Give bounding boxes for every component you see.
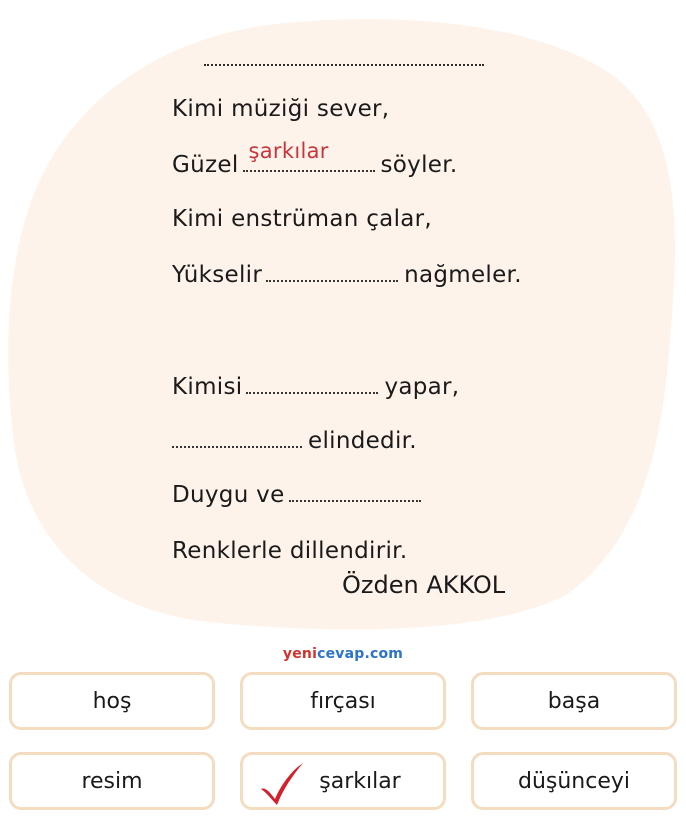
word-option-fircasi[interactable]	[240, 672, 446, 730]
word-option-resim[interactable]	[9, 752, 215, 810]
checkmark-icon	[257, 761, 305, 807]
word-label: fırçası	[310, 688, 376, 714]
poem-line-8	[172, 536, 407, 566]
word-option-basa[interactable]	[471, 672, 677, 730]
watermark	[0, 646, 686, 662]
watermark-part1: yeni	[282, 646, 318, 662]
poem-line-1-text: Kimi müziği sever,	[172, 96, 390, 122]
word-label: düşünceyi	[517, 768, 631, 794]
blank-5[interactable]	[246, 374, 378, 394]
poem-line-2	[172, 139, 458, 180]
word-option-sarkilar[interactable]	[240, 752, 446, 810]
poem-line-7-before: Duygu ve	[172, 482, 285, 508]
poem-line-4-after: nağmeler.	[404, 262, 522, 288]
poem-author: Özden AKKOL	[342, 571, 506, 599]
word-label: şarkılar	[319, 768, 401, 794]
poem-line-3-text: Kimi enstrüman çalar,	[172, 206, 433, 232]
blank-7[interactable]	[289, 482, 421, 502]
word-label: resim	[81, 768, 143, 794]
poem-line-6	[172, 426, 417, 456]
poem-line-5	[172, 372, 459, 402]
watermark-part3: .com	[364, 646, 404, 662]
word-label: hoş	[92, 688, 132, 714]
poem-line-7	[172, 480, 427, 510]
word-option-hos[interactable]	[9, 672, 215, 730]
poem-line-8-text: Renklerle dillendirir.	[172, 538, 408, 564]
poem-line-4	[172, 260, 522, 290]
blank-4[interactable]	[266, 262, 398, 282]
filled-answer: şarkılar	[248, 139, 329, 163]
poem-line-1	[172, 94, 389, 124]
title-blank[interactable]	[204, 42, 484, 66]
blank-2[interactable]	[243, 139, 375, 172]
poem-line-2-after: söyler.	[380, 152, 458, 178]
word-label: başa	[547, 688, 601, 714]
poem-line-4-before: Yükselir	[172, 262, 263, 288]
poem-line-5-before: Kimisi	[172, 374, 243, 400]
blank-6[interactable]	[172, 428, 302, 448]
word-option-dusunceyi[interactable]	[471, 752, 677, 810]
watermark-part2: cevap	[317, 646, 365, 662]
poem-line-3	[172, 204, 432, 234]
poem-line-2-before: Güzel	[172, 152, 239, 178]
poem-line-5-after: yapar,	[384, 374, 460, 400]
poem-line-6-after: elindedir.	[308, 428, 417, 454]
